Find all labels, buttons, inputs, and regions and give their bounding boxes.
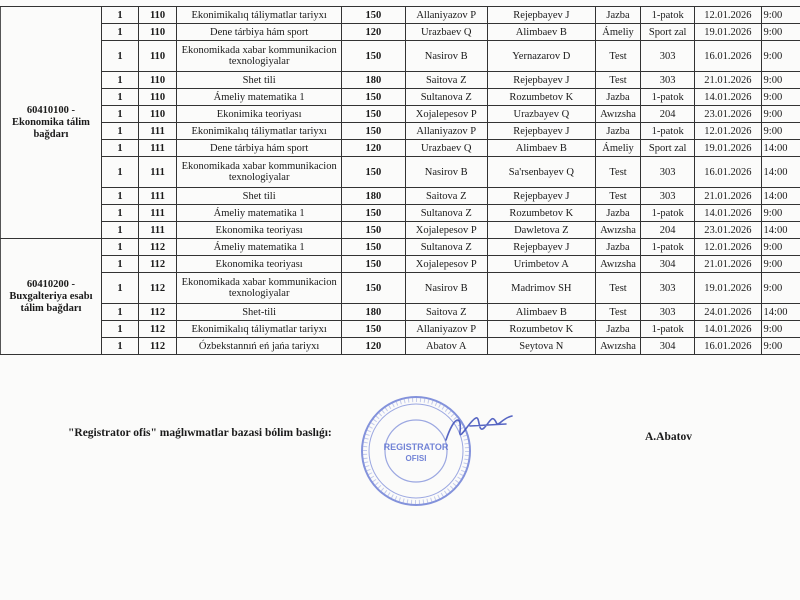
time-cell: 9:00 xyxy=(761,106,800,123)
subject-cell: Ekonomika teoriyası xyxy=(177,222,342,239)
course-cell: 1 xyxy=(101,256,138,273)
room-cell: 303 xyxy=(641,72,695,89)
exam-form-cell: Jazba xyxy=(595,321,640,338)
date-cell: 21.01.2026 xyxy=(695,256,761,273)
group-cell: 111 xyxy=(139,140,177,157)
group-cell: 112 xyxy=(139,338,177,355)
lecturer-cell: Urazbaev Q xyxy=(405,24,487,41)
date-cell: 16.01.2026 xyxy=(695,41,761,72)
course-cell: 1 xyxy=(101,321,138,338)
room-cell: 304 xyxy=(641,338,695,355)
exam-form-cell: Ámeliy xyxy=(595,140,640,157)
time-cell: 9:00 xyxy=(761,41,800,72)
subject-cell: Ekonimikalıq táliymatlar tariyxı xyxy=(177,7,342,24)
subject-cell: Shet tili xyxy=(177,72,342,89)
date-cell: 19.01.2026 xyxy=(695,24,761,41)
hours-cell: 150 xyxy=(342,321,405,338)
group-cell: 110 xyxy=(139,106,177,123)
table-row xyxy=(1,239,800,256)
hours-cell: 150 xyxy=(342,256,405,273)
table-row xyxy=(1,123,800,140)
subject-cell: Dene tárbiya hám sport xyxy=(177,24,342,41)
exam-form-cell: Ámeliy xyxy=(595,24,640,41)
exam-form-cell: Awızsha xyxy=(595,222,640,239)
lecturer-cell: Nasirov B xyxy=(405,41,487,72)
examiner-cell: Rejepbayev J xyxy=(487,123,595,140)
examiner-cell: Rejepbayev J xyxy=(487,239,595,256)
examiner-cell: Rozumbetov K xyxy=(487,321,595,338)
exam-form-cell: Test xyxy=(595,304,640,321)
course-cell: 1 xyxy=(101,338,138,355)
hours-cell: 150 xyxy=(342,222,405,239)
date-cell: 24.01.2026 xyxy=(695,304,761,321)
course-cell: 1 xyxy=(101,222,138,239)
course-cell: 1 xyxy=(101,205,138,222)
date-cell: 12.01.2026 xyxy=(695,7,761,24)
lecturer-cell: Allaniyazov P xyxy=(405,123,487,140)
time-cell: 9:00 xyxy=(761,123,800,140)
exam-form-cell: Jazba xyxy=(595,239,640,256)
hours-cell: 120 xyxy=(342,24,405,41)
svg-text:REGISTRATOR: REGISTRATOR xyxy=(383,442,449,452)
table-row xyxy=(1,304,800,321)
date-cell: 12.01.2026 xyxy=(695,239,761,256)
room-cell: 1-patok xyxy=(641,89,695,106)
lecturer-cell: Allaniyazov P xyxy=(405,321,487,338)
time-cell: 9:00 xyxy=(761,24,800,41)
table-row xyxy=(1,338,800,355)
hours-cell: 150 xyxy=(342,273,405,304)
course-cell: 1 xyxy=(101,140,138,157)
group-cell: 111 xyxy=(139,222,177,239)
exam-form-cell: Test xyxy=(595,157,640,188)
examiner-cell: Alimbaev B xyxy=(487,24,595,41)
table-row xyxy=(1,273,800,304)
course-cell: 1 xyxy=(101,123,138,140)
examiner-cell: Rejepbayev J xyxy=(487,7,595,24)
table-row xyxy=(1,72,800,89)
lecturer-cell: Saitova Z xyxy=(405,304,487,321)
date-cell: 14.01.2026 xyxy=(695,205,761,222)
room-cell: Sport zal xyxy=(641,140,695,157)
table-row xyxy=(1,256,800,273)
room-cell: 303 xyxy=(641,273,695,304)
group-cell: 111 xyxy=(139,205,177,222)
footer-position-label: "Registrator ofis" maǵlıwmatlar bazasi bólim baslıǵı: xyxy=(68,427,332,439)
group-cell: 112 xyxy=(139,273,177,304)
date-cell: 23.01.2026 xyxy=(695,106,761,123)
program-label: 60410200 - Buxgalteriya esabı tálim bağdarı xyxy=(1,239,102,355)
subject-cell: Shet tili xyxy=(177,188,342,205)
hours-cell: 150 xyxy=(342,157,405,188)
lecturer-cell: Saitova Z xyxy=(405,188,487,205)
examiner-cell: Alimbaev B xyxy=(487,140,595,157)
subject-cell: Dene tárbiya hám sport xyxy=(177,140,342,157)
group-cell: 110 xyxy=(139,41,177,72)
time-cell: 14:00 xyxy=(761,157,800,188)
course-cell: 1 xyxy=(101,106,138,123)
exam-schedule-table xyxy=(0,6,800,355)
date-cell: 23.01.2026 xyxy=(695,222,761,239)
course-cell: 1 xyxy=(101,188,138,205)
table-row xyxy=(1,222,800,239)
date-cell: 14.01.2026 xyxy=(695,89,761,106)
exam-form-cell: Test xyxy=(595,188,640,205)
lecturer-cell: Xojalepesov P xyxy=(405,256,487,273)
time-cell: 9:00 xyxy=(761,321,800,338)
group-cell: 112 xyxy=(139,256,177,273)
course-cell: 1 xyxy=(101,239,138,256)
date-cell: 19.01.2026 xyxy=(695,273,761,304)
subject-cell: Ámeliy matematika 1 xyxy=(177,205,342,222)
table-row xyxy=(1,7,800,24)
lecturer-cell: Saitova Z xyxy=(405,72,487,89)
subject-cell: Ekonomikada xabar kommunikacion texnologiyalar xyxy=(177,273,342,304)
hours-cell: 120 xyxy=(342,338,405,355)
exam-form-cell: Test xyxy=(595,72,640,89)
exam-form-cell: Test xyxy=(595,273,640,304)
examiner-cell: Urimbetov A xyxy=(487,256,595,273)
lecturer-cell: Xojalepesov P xyxy=(405,106,487,123)
examiner-cell: Seytova N xyxy=(487,338,595,355)
group-cell: 110 xyxy=(139,89,177,106)
course-cell: 1 xyxy=(101,89,138,106)
date-cell: 16.01.2026 xyxy=(695,338,761,355)
time-cell: 14:00 xyxy=(761,222,800,239)
table-row xyxy=(1,89,800,106)
exam-form-cell: Jazba xyxy=(595,123,640,140)
examiner-cell: Madrimov SH xyxy=(487,273,595,304)
room-cell: 1-patok xyxy=(641,239,695,256)
table-row xyxy=(1,205,800,222)
group-cell: 112 xyxy=(139,321,177,338)
examiner-cell: Urazbayev Q xyxy=(487,106,595,123)
exam-form-cell: Jazba xyxy=(595,205,640,222)
lecturer-cell: Xojalepesov P xyxy=(405,222,487,239)
hours-cell: 150 xyxy=(342,7,405,24)
hours-cell: 150 xyxy=(342,239,405,256)
exam-form-cell: Awızsha xyxy=(595,338,640,355)
hours-cell: 180 xyxy=(342,72,405,89)
hours-cell: 150 xyxy=(342,89,405,106)
subject-cell: Ózbekstannıń eń jańa tariyxı xyxy=(177,338,342,355)
room-cell: 303 xyxy=(641,304,695,321)
time-cell: 14:00 xyxy=(761,304,800,321)
examiner-cell: Dawletova Z xyxy=(487,222,595,239)
course-cell: 1 xyxy=(101,7,138,24)
group-cell: 112 xyxy=(139,304,177,321)
time-cell: 14:00 xyxy=(761,188,800,205)
svg-text:OFISI: OFISI xyxy=(405,454,427,463)
exam-form-cell: Awızsha xyxy=(595,106,640,123)
lecturer-cell: Urazbaev Q xyxy=(405,140,487,157)
lecturer-cell: Sultanova Z xyxy=(405,205,487,222)
group-cell: 111 xyxy=(139,123,177,140)
time-cell: 9:00 xyxy=(761,239,800,256)
lecturer-cell: Nasirov B xyxy=(405,273,487,304)
examiner-cell: Sa'rsenbayev Q xyxy=(487,157,595,188)
hours-cell: 180 xyxy=(342,188,405,205)
room-cell: Sport zal xyxy=(641,24,695,41)
room-cell: 1-patok xyxy=(641,321,695,338)
time-cell: 9:00 xyxy=(761,72,800,89)
table-row xyxy=(1,24,800,41)
room-cell: 1-patok xyxy=(641,7,695,24)
date-cell: 14.01.2026 xyxy=(695,321,761,338)
table-row xyxy=(1,106,800,123)
date-cell: 19.01.2026 xyxy=(695,140,761,157)
time-cell: 9:00 xyxy=(761,256,800,273)
date-cell: 12.01.2026 xyxy=(695,123,761,140)
room-cell: 1-patok xyxy=(641,205,695,222)
room-cell: 303 xyxy=(641,188,695,205)
course-cell: 1 xyxy=(101,72,138,89)
hours-cell: 150 xyxy=(342,106,405,123)
subject-cell: Ámeliy matematika 1 xyxy=(177,239,342,256)
hours-cell: 150 xyxy=(342,205,405,222)
course-cell: 1 xyxy=(101,273,138,304)
subject-cell: Ekonimika teoriyası xyxy=(177,106,342,123)
hours-cell: 150 xyxy=(342,123,405,140)
room-cell: 204 xyxy=(641,222,695,239)
date-cell: 21.01.2026 xyxy=(695,72,761,89)
course-cell: 1 xyxy=(101,41,138,72)
exam-form-cell: Jazba xyxy=(595,7,640,24)
table-row xyxy=(1,188,800,205)
room-cell: 304 xyxy=(641,256,695,273)
group-cell: 111 xyxy=(139,188,177,205)
hours-cell: 150 xyxy=(342,41,405,72)
room-cell: 303 xyxy=(641,157,695,188)
table-row xyxy=(1,140,800,157)
signature-mark xyxy=(440,410,520,450)
date-cell: 16.01.2026 xyxy=(695,157,761,188)
table-row xyxy=(1,157,800,188)
room-cell: 1-patok xyxy=(641,123,695,140)
examiner-cell: Rozumbetov K xyxy=(487,205,595,222)
subject-cell: Ekonomikada xabar kommunikacion texnologiyalar xyxy=(177,157,342,188)
group-cell: 110 xyxy=(139,24,177,41)
examiner-cell: Alimbaev B xyxy=(487,304,595,321)
room-cell: 303 xyxy=(641,41,695,72)
program-label: 60410100 - Ekonomika tálim bağdarı xyxy=(1,7,102,239)
subject-cell: Ámeliy matematika 1 xyxy=(177,89,342,106)
subject-cell: Ekonomikada xabar kommunikacion texnologiyalar xyxy=(177,41,342,72)
lecturer-cell: Allaniyazov P xyxy=(405,7,487,24)
subject-cell: Ekonomika teoriyası xyxy=(177,256,342,273)
time-cell: 9:00 xyxy=(761,273,800,304)
group-cell: 111 xyxy=(139,157,177,188)
examiner-cell: Rejepbayev J xyxy=(487,72,595,89)
table-row xyxy=(1,41,800,72)
time-cell: 9:00 xyxy=(761,338,800,355)
subject-cell: Ekonimikalıq táliymatlar tariyxı xyxy=(177,321,342,338)
time-cell: 9:00 xyxy=(761,89,800,106)
hours-cell: 180 xyxy=(342,304,405,321)
exam-form-cell: Jazba xyxy=(595,89,640,106)
course-cell: 1 xyxy=(101,157,138,188)
time-cell: 14:00 xyxy=(761,140,800,157)
lecturer-cell: Nasirov B xyxy=(405,157,487,188)
subject-cell: Shet-tili xyxy=(177,304,342,321)
exam-form-cell: Awızsha xyxy=(595,256,640,273)
examiner-cell: Yernazarov D xyxy=(487,41,595,72)
exam-form-cell: Test xyxy=(595,41,640,72)
room-cell: 204 xyxy=(641,106,695,123)
hours-cell: 120 xyxy=(342,140,405,157)
date-cell: 21.01.2026 xyxy=(695,188,761,205)
time-cell: 9:00 xyxy=(761,205,800,222)
table-row xyxy=(1,321,800,338)
lecturer-cell: Sultanova Z xyxy=(405,89,487,106)
group-cell: 110 xyxy=(139,7,177,24)
course-cell: 1 xyxy=(101,24,138,41)
subject-cell: Ekonimikalıq táliymatlar tariyxı xyxy=(177,123,342,140)
examiner-cell: Rejepbayev J xyxy=(487,188,595,205)
lecturer-cell: Abatov A xyxy=(405,338,487,355)
time-cell: 9:00 xyxy=(761,7,800,24)
group-cell: 112 xyxy=(139,239,177,256)
lecturer-cell: Sultanova Z xyxy=(405,239,487,256)
signer-name: A.Abatov xyxy=(645,431,692,443)
examiner-cell: Rozumbetov K xyxy=(487,89,595,106)
course-cell: 1 xyxy=(101,304,138,321)
group-cell: 110 xyxy=(139,72,177,89)
